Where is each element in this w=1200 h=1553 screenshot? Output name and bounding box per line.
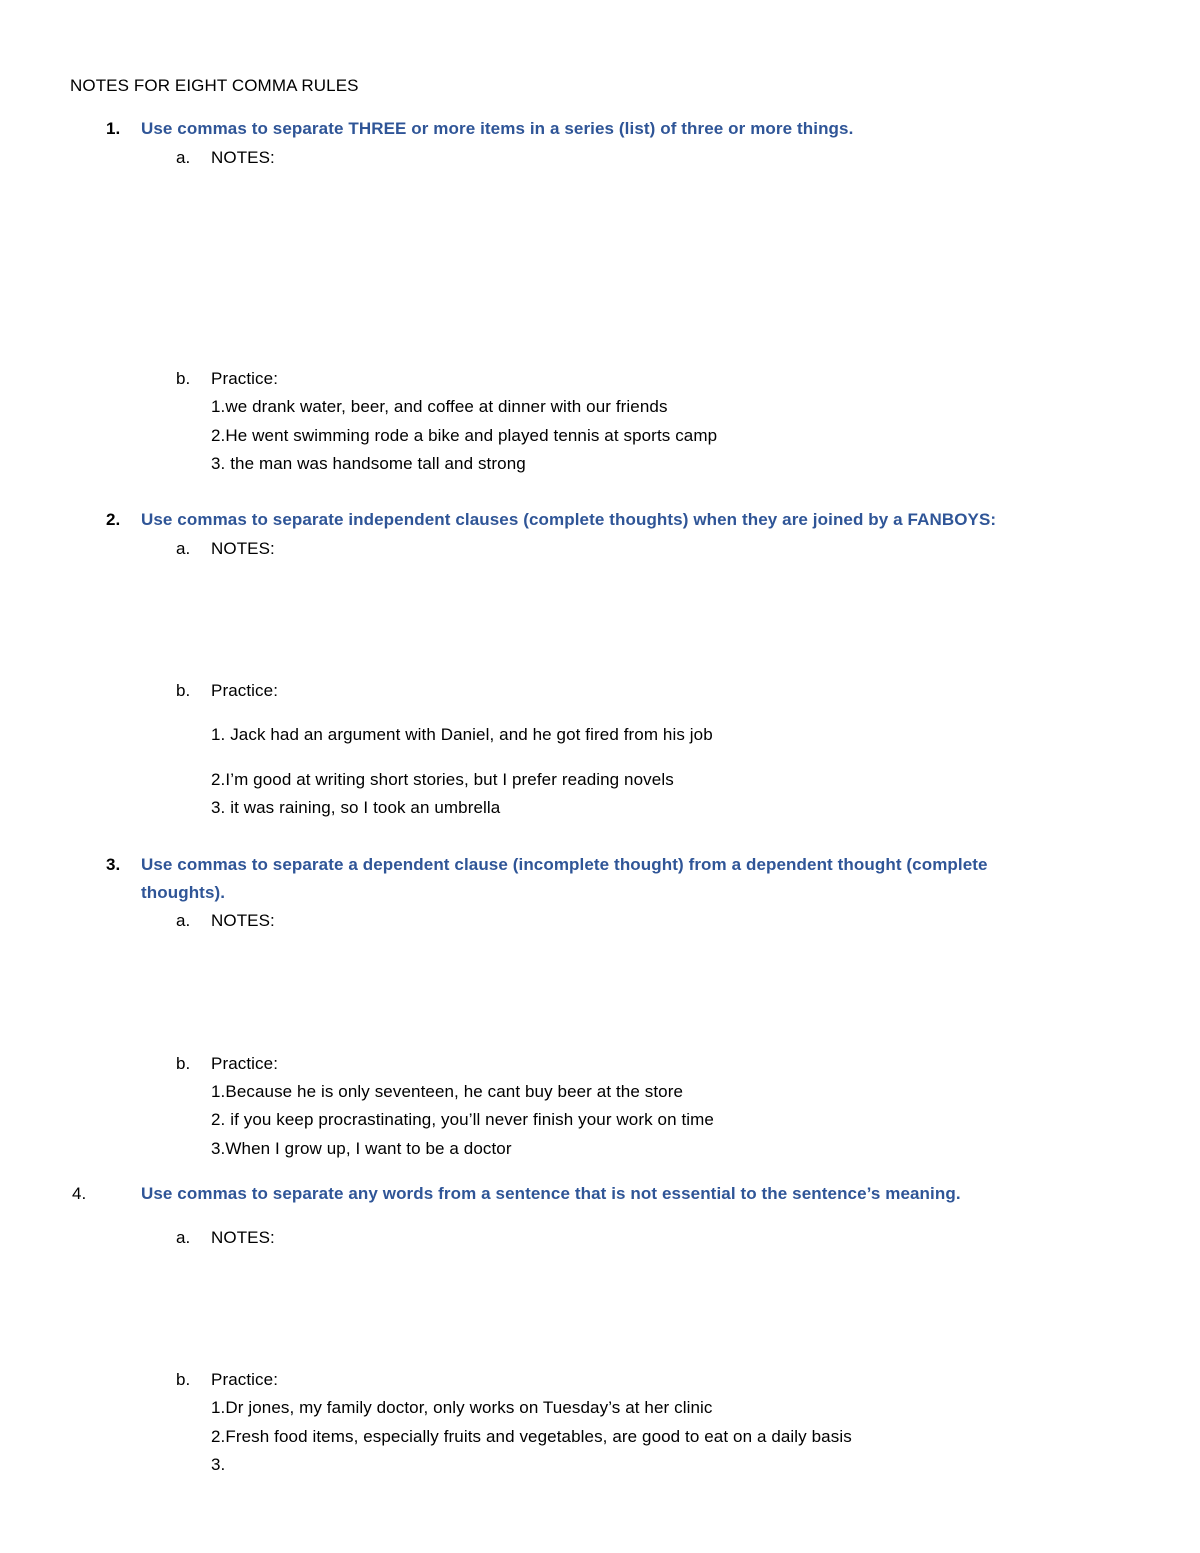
rule-2-practice-item-3: 3. it was raining, so I took an umbrella <box>211 798 501 817</box>
rule-3-number: 3. <box>106 855 121 874</box>
rule-4-text: Use commas to separate any words from a sentence that is not essential to the sentence’s meaning. <box>141 1184 961 1203</box>
rule-4-notes-label: NOTES: <box>211 1228 275 1247</box>
rule-2-practice-letter: b. <box>176 681 191 700</box>
rule-1-notes-label: NOTES: <box>211 148 275 167</box>
rule-3-practice-letter: b. <box>176 1054 191 1073</box>
rule-3-practice-item-2: 2. if you keep procrastinating, you’ll never finish your work on time <box>211 1110 714 1129</box>
rule-1-practice-item-1: 1.we drank water, beer, and coffee at dinner with our friends <box>211 397 668 416</box>
rule-1-practice-item-3: 3. the man was handsome tall and strong <box>211 454 526 473</box>
rule-2-practice-item-2: 2.I’m good at writing short stories, but I prefer reading novels <box>211 770 674 789</box>
rule-2-notes-letter: a. <box>176 539 191 558</box>
rule-2-number: 2. <box>106 510 121 529</box>
rule-4-practice-item-1: 1.Dr jones, my family doctor, only works on Tuesday’s at her clinic <box>211 1398 713 1417</box>
document-title: NOTES FOR EIGHT COMMA RULES <box>70 76 359 95</box>
rule-4-practice-item-2: 2.Fresh food items, especially fruits and vegetables, are good to eat on a daily basis <box>211 1427 852 1446</box>
rule-2-practice-item-1: 1. Jack had an argument with Daniel, and he got fired from his job <box>211 725 713 744</box>
rule-3-text-line-2: thoughts). <box>141 883 226 902</box>
rule-3-practice-item-3: 3.When I grow up, I want to be a doctor <box>211 1139 512 1158</box>
rule-1-practice-letter: b. <box>176 369 191 388</box>
rule-1-practice-item-2: 2.He went swimming rode a bike and played tennis at sports camp <box>211 426 718 445</box>
rule-2-text: Use commas to separate independent clauses (complete thoughts) when they are joined by a FANBOYS: <box>141 510 997 529</box>
rule-4-notes-letter: a. <box>176 1228 191 1247</box>
rule-4-number: 4. <box>72 1184 87 1203</box>
rule-1-notes-letter: a. <box>176 148 191 167</box>
rule-4-practice-letter: b. <box>176 1370 191 1389</box>
rule-2-notes-label: NOTES: <box>211 539 275 558</box>
rule-1-practice-label: Practice: <box>211 369 279 388</box>
rule-3-practice-item-1: 1.Because he is only seventeen, he cant buy beer at the store <box>211 1082 684 1101</box>
rule-3-text-line-1: Use commas to separate a dependent clause (incomplete thought) from a dependent thought (complete <box>141 855 988 874</box>
rule-3-notes-label: NOTES: <box>211 911 275 930</box>
rule-1-number: 1. <box>106 119 121 138</box>
rule-4-practice-label: Practice: <box>211 1370 279 1389</box>
rule-1-text: Use commas to separate THREE or more items in a series (list) of three or more things. <box>141 119 854 138</box>
rule-3-practice-label: Practice: <box>211 1054 279 1073</box>
rule-3-notes-letter: a. <box>176 911 191 930</box>
rule-2-practice-label: Practice: <box>211 681 279 700</box>
rule-4-practice-item-3: 3. <box>211 1455 226 1474</box>
